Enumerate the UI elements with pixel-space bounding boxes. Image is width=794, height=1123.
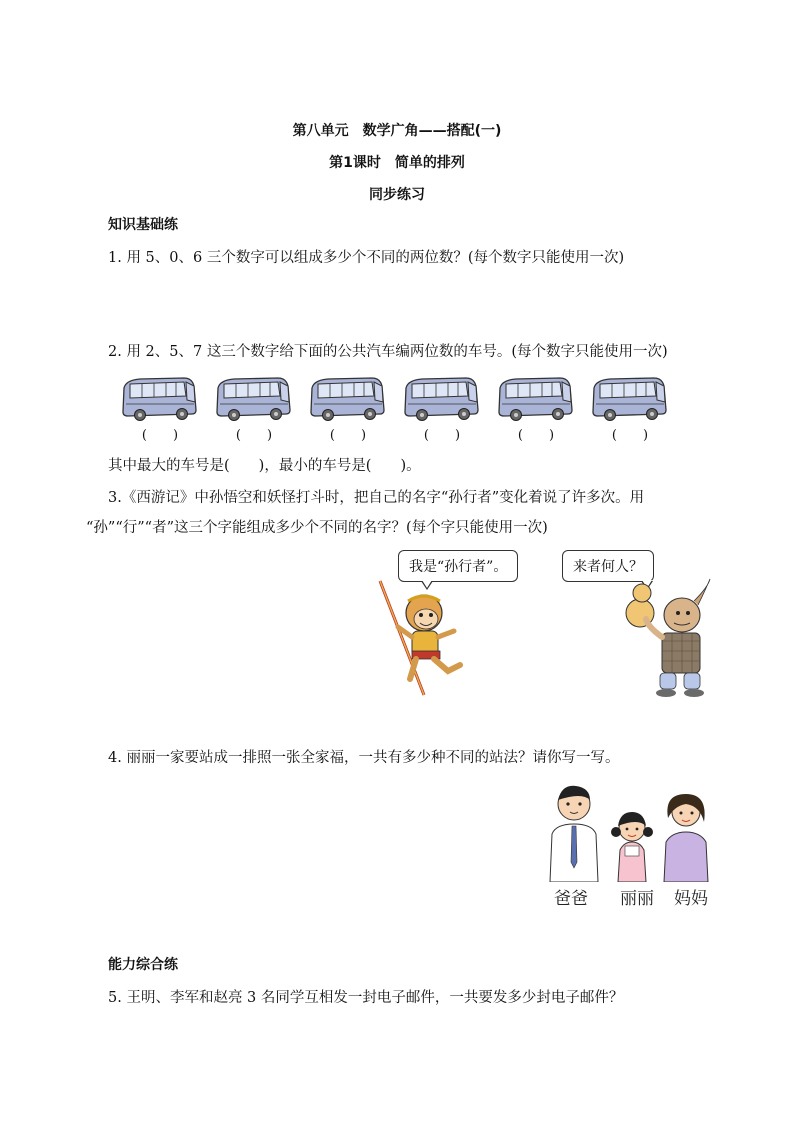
question-5: 5. 王明、李军和赵亮 3 名同学互相发一封电子邮件，一共要发多少封电子邮件？ <box>108 990 624 1006</box>
question-3-line-1: 3.《西游记》中孙悟空和妖怪打斗时，把自己的名字“孙行者”变化着说了许多次。用 <box>108 490 645 506</box>
question-2-followup: 其中最大的车号是( )，最小的车号是( )。 <box>108 458 421 474</box>
question-4: 4. 丽丽一家要站成一排照一张全家福，一共有多少种不同的站法？请你写一写。 <box>108 750 620 766</box>
bus-row-svg <box>118 372 678 444</box>
bus-2 <box>217 378 290 421</box>
bus-number-blank-1[interactable]: ( ) <box>141 428 179 443</box>
bus-4 <box>405 378 478 421</box>
monkey-speech-text: 我是“孙行者”。 <box>409 559 508 575</box>
bus-number-blank-6[interactable]: ( ) <box>611 428 649 443</box>
lesson-title: 第1课时 简单的排列 <box>329 155 465 171</box>
monkey-king-icon <box>372 575 482 700</box>
question-2: 2. 用 2、5、7 这三个数字给下面的公共汽车编两位数的车号。(每个数字只能使用一次) <box>108 344 668 360</box>
practice-title: 同步练习 <box>369 187 425 203</box>
monster-speech-text: 来者何人？ <box>573 559 643 575</box>
bus-number-blank-4[interactable]: ( ) <box>423 428 461 443</box>
family-label-lili: 丽丽 <box>620 889 654 909</box>
section-basic: 知识基础练 <box>108 217 178 233</box>
monkey-king-illustration <box>372 575 482 700</box>
bus-number-blank-3[interactable]: ( ) <box>329 428 367 443</box>
bus-5 <box>499 378 572 421</box>
family-illustration <box>546 782 718 910</box>
family-label-mom: 妈妈 <box>674 889 708 909</box>
monster-illustration <box>618 575 718 700</box>
bus-number-blank-2[interactable]: ( ) <box>235 428 273 443</box>
bus-6 <box>593 378 666 421</box>
bus-number-blank-5[interactable]: ( ) <box>517 428 555 443</box>
question-3-line-2: “孙”“行”“者”这三个字能组成多少个不同的名字？(每个字只能使用一次) <box>86 520 548 536</box>
bus-1 <box>123 378 196 421</box>
bus-row <box>118 372 678 444</box>
family-icon <box>546 782 718 882</box>
monster-icon <box>618 575 718 700</box>
section-ability: 能力综合练 <box>108 957 178 973</box>
question-1: 1. 用 5、0、6 三个数字可以组成多少个不同的两位数？(每个数字只能使用一次) <box>108 250 625 266</box>
family-label-dad: 爸爸 <box>554 889 588 909</box>
unit-title: 第八单元 数学广角——搭配(一) <box>292 123 502 139</box>
bus-3 <box>311 378 384 421</box>
